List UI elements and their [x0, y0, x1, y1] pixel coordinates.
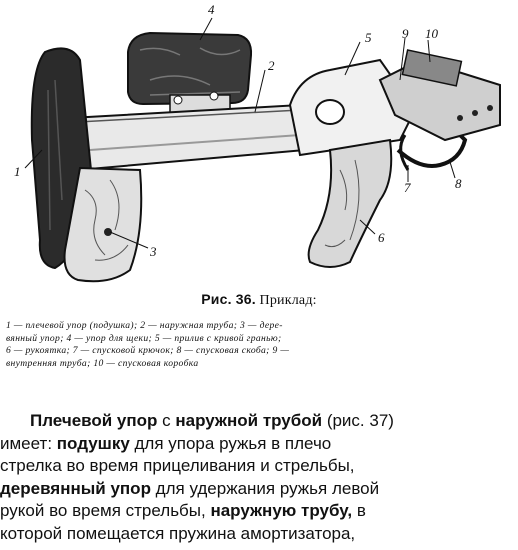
term-wooden-rest: деревянный упор [0, 478, 151, 498]
body-line-4 [0, 478, 512, 501]
body-text-span: для упора ружья в плечо [129, 433, 332, 453]
caption-prefix: Рис. 36. [201, 291, 256, 307]
body-line-3: стрелка во время прицеливания и стрельбы, [0, 456, 355, 475]
grip-drawing [309, 140, 392, 267]
legend-line: 1 — плечевой упор (подушка); 2 — наружная труба; 3 — дере- [6, 320, 283, 331]
wooden-rest-drawing [65, 168, 142, 281]
figure-label-3: 3 [150, 244, 157, 259]
term-outer-tube-2: наружную трубу, [210, 501, 353, 520]
figure-label-8: 8 [455, 176, 462, 191]
body-paragraph [0, 410, 512, 545]
legend-line: вянный упор; 4 — упор для щеки; 5 — прилив с кривой гранью; [6, 332, 282, 344]
figure-label-1: 1 [14, 164, 21, 179]
caption-title: Приклад: [259, 293, 317, 308]
body-text-span: (рис. 37) [322, 411, 394, 430]
outer-tube-drawing [70, 105, 305, 170]
term-outer-tube: наружной трубой [175, 411, 323, 430]
body-text-span: в [352, 501, 366, 520]
figure-label-9: 9 [402, 26, 409, 41]
term-shoulder-rest: Плечевой упор [30, 411, 158, 430]
body-text-span: рукой во время стрельбы, [0, 501, 211, 520]
legend-line: 6 — рукоятка; 7 — спусковой крючок; 8 — спусковая скоба; 9 — [6, 345, 290, 357]
body-line-2 [0, 433, 512, 456]
figure-caption [0, 291, 518, 309]
figure-label-10: 10 [425, 26, 438, 41]
body-text-span: с [157, 411, 176, 430]
cheek-rest-drawing [128, 33, 251, 117]
legend-line: внутренняя труба; 10 — спусковая коробка [6, 357, 199, 369]
body-line-5 [0, 500, 512, 523]
body-line-6: которой помещается пружина амортизатора, [0, 523, 356, 543]
figure-label-7: 7 [404, 180, 411, 195]
body-line-1 [0, 410, 512, 433]
term-pad: подушку [56, 433, 130, 453]
figure-label-5: 5 [365, 30, 372, 45]
figure-label-4: 4 [208, 2, 215, 17]
figure-label-2: 2 [268, 58, 275, 73]
body-text-span: имеет: [0, 433, 57, 453]
body-text-span: для удержания ружья левой [150, 478, 380, 498]
figure-legend [6, 320, 512, 370]
figure-label-6: 6 [378, 230, 385, 245]
